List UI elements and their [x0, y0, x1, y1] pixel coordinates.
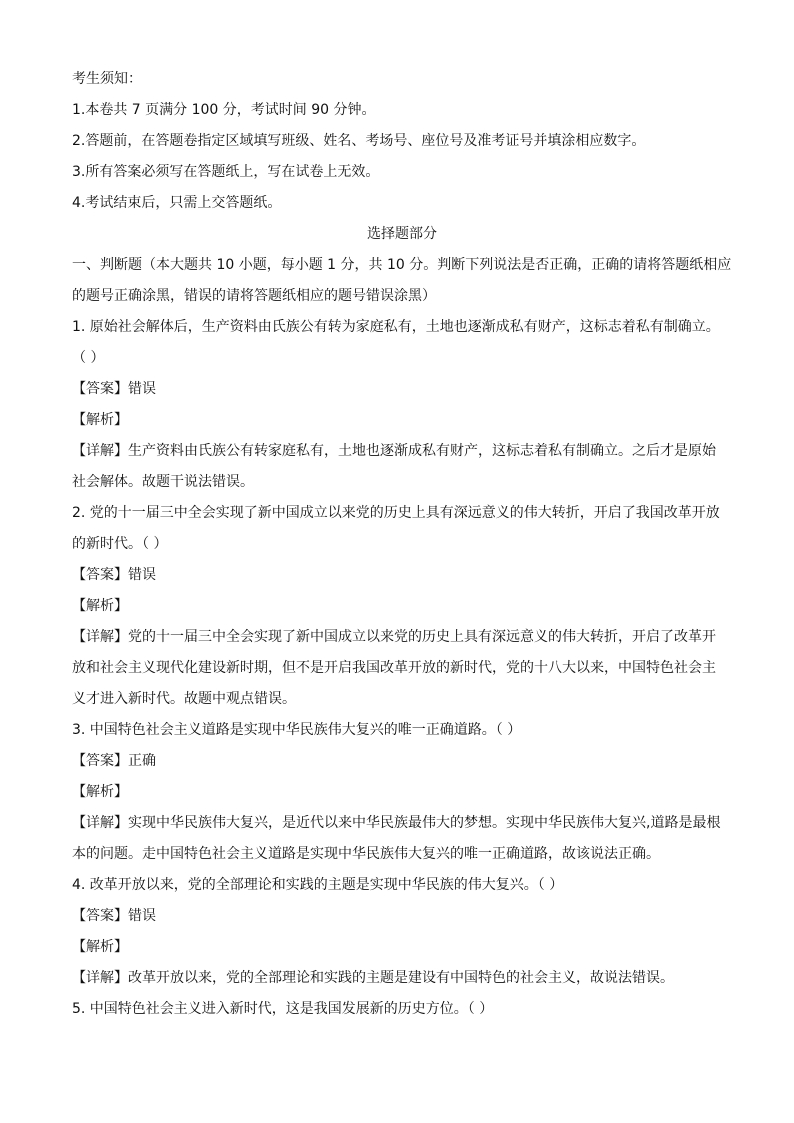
question-stem: 3. 中国特色社会主义道路是实现中华民族伟大复兴的唯一正确道路。（ ） [72, 722, 522, 738]
part-intro-line: 的题号正确涂黑，错误的请将答题纸相应的题号错误涂黑） [72, 288, 436, 304]
section-title: 选择题部分 [367, 226, 437, 242]
analysis-label: 【解析】 [72, 939, 128, 955]
question-1 [72, 312, 732, 498]
question-2 [72, 498, 732, 715]
notice-item: 4.考试结束后，只需上交答题纸。 [72, 195, 282, 211]
answer-line: 【答案】错误 [72, 567, 156, 583]
detail-line: 义才进入新时代。故题中观点错误。 [72, 691, 296, 707]
question-stem: 2. 党的十一届三中全会实现了新中国成立以来党的历史上具有深远意义的伟大转折，开启了我国改革开放 [72, 505, 720, 521]
notice-title: 考生须知： [72, 71, 142, 87]
question-stem: 4. 改革开放以来，党的全部理论和实践的主题是实现中华民族的伟大复兴。（ ） [72, 877, 564, 893]
notice-item: 2.答题前，在答题卷指定区域填写班级、姓名、考场号、座位号及准考证号并填涂相应数字。 [72, 133, 646, 149]
question-4 [72, 870, 732, 994]
analysis-label: 【解析】 [72, 784, 128, 800]
detail-line: 本的问题。走中国特色社会主义道路是实现中华民族伟大复兴的唯一正确道路，故该说法正确。 [72, 846, 660, 862]
analysis-label: 【解析】 [72, 412, 128, 428]
answer-line: 【答案】错误 [72, 381, 156, 397]
question-stem: （ ） [72, 350, 105, 366]
detail-line: 【详解】党的十一届三中全会实现了新中国成立以来党的历史上具有深远意义的伟大转折，开启了改革开 [72, 629, 716, 645]
detail-line: 放和社会主义现代化建设新时期，但不是开启我国改革开放的新时代，党的十八大以来，中国特色社会主 [72, 660, 716, 676]
part-intro-line: 一、判断题（本大题共 10 小题，每小题 1 分，共 10 分。判断下列说法是否正确，正确的请将答题纸相应 [72, 257, 732, 273]
detail-line: 【详解】实现中华民族伟大复兴，是近代以来中华民族最伟大的梦想。实现中华民族伟大复兴,道路是最根 [72, 815, 721, 831]
question-stem: 5. 中国特色社会主义进入新时代，这是我国发展新的历史方位。（ ） [72, 1001, 494, 1017]
answer-line: 【答案】错误 [72, 908, 156, 924]
exam-page [72, 64, 732, 1025]
analysis-label: 【解析】 [72, 598, 128, 614]
notice-item: 3.所有答案必须写在答题纸上，写在试卷上无效。 [72, 164, 380, 180]
detail-line: 社会解体。故题干说法错误。 [72, 474, 254, 490]
question-stem: 1. 原始社会解体后，生产资料由氏族公有转为家庭私有，土地也逐渐成私有财产，这标志着私有制确立。 [72, 319, 720, 335]
notice-item: 1.本卷共 7 页满分 100 分，考试时间 90 分钟。 [72, 102, 376, 118]
question-5 [72, 994, 732, 1025]
detail-line: 【详解】生产资料由氏族公有转家庭私有，土地也逐渐成私有财产，这标志着私有制确立。之后才是原始 [72, 443, 716, 459]
detail-line: 【详解】改革开放以来，党的全部理论和实践的主题是建设有中国特色的社会主义，故说法错误。 [72, 970, 674, 986]
answer-line: 【答案】正确 [72, 753, 156, 769]
question-stem: 的新时代。（ ） [72, 536, 168, 552]
question-3 [72, 715, 732, 870]
